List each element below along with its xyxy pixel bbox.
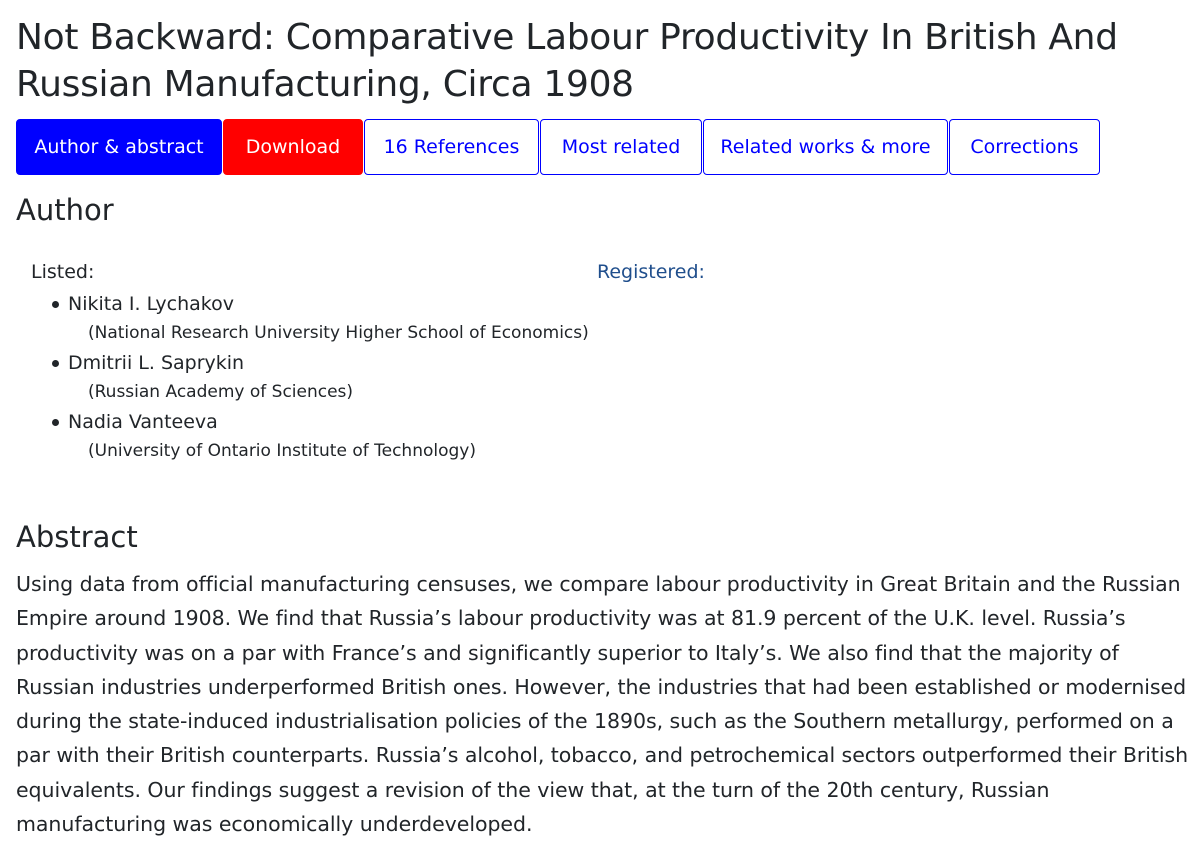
author-list — [65, 292, 589, 469]
listed-label: Listed: — [31, 261, 95, 283]
tab-most-related[interactable]: Most related — [540, 119, 702, 175]
abstract-text: Using data from official manufacturing censuses, we compare labour productivity in Great Britain and the Russian Empire around 1908. We find that Russia’s labour productivity was at 81.9 percent of the U.K. level. Russia’s productivity was on a par with France’s and significantly superior to Italy’s. We also find that the majority of Russian industries underperformed British ones. However, the industries that had been established or modernised during the state-induced industrialisation policies of the 1890s, such as the Southern metallurgy, performed on a par with their British counterparts. Russia’s alcohol, tobacco, and petrochemical sectors outperformed their British equivalents. Our findings suggest a revision of the view that, at the turn of the 20th century, Russian manufacturing was economically underdeveloped. — [16, 572, 1189, 837]
bullet-icon — [52, 360, 59, 367]
page-title: Not Backward: Comparative Labour Productivity In British And Russian Manufacturing, Circa 1908 — [16, 17, 1118, 105]
author-affiliation: (University of Ontario Institute of Technology) — [88, 441, 476, 461]
list-item — [65, 351, 589, 410]
abstract-heading: Abstract — [16, 520, 138, 554]
list-item — [65, 292, 589, 351]
registered-label: Registered: — [597, 261, 705, 283]
author-heading: Author — [16, 193, 114, 227]
author-affiliation: (Russian Academy of Sciences) — [88, 382, 354, 402]
tab-bar — [16, 119, 1101, 175]
tab-corrections[interactable]: Corrections — [949, 119, 1100, 175]
tab-references[interactable]: 16 References — [364, 119, 539, 175]
tab-related-works[interactable]: Related works & more — [703, 119, 948, 175]
author-name: Dmitrii L. Saprykin — [68, 352, 245, 374]
bullet-icon — [52, 301, 59, 308]
list-item — [65, 410, 589, 469]
bullet-icon — [52, 419, 59, 426]
author-name: Nikita I. Lychakov — [68, 293, 234, 315]
author-name: Nadia Vanteeva — [68, 411, 218, 433]
tab-download[interactable]: Download — [223, 119, 363, 175]
tab-author-abstract[interactable]: Author & abstract — [16, 119, 222, 175]
author-affiliation: (National Research University Higher School of Economics) — [88, 323, 589, 343]
